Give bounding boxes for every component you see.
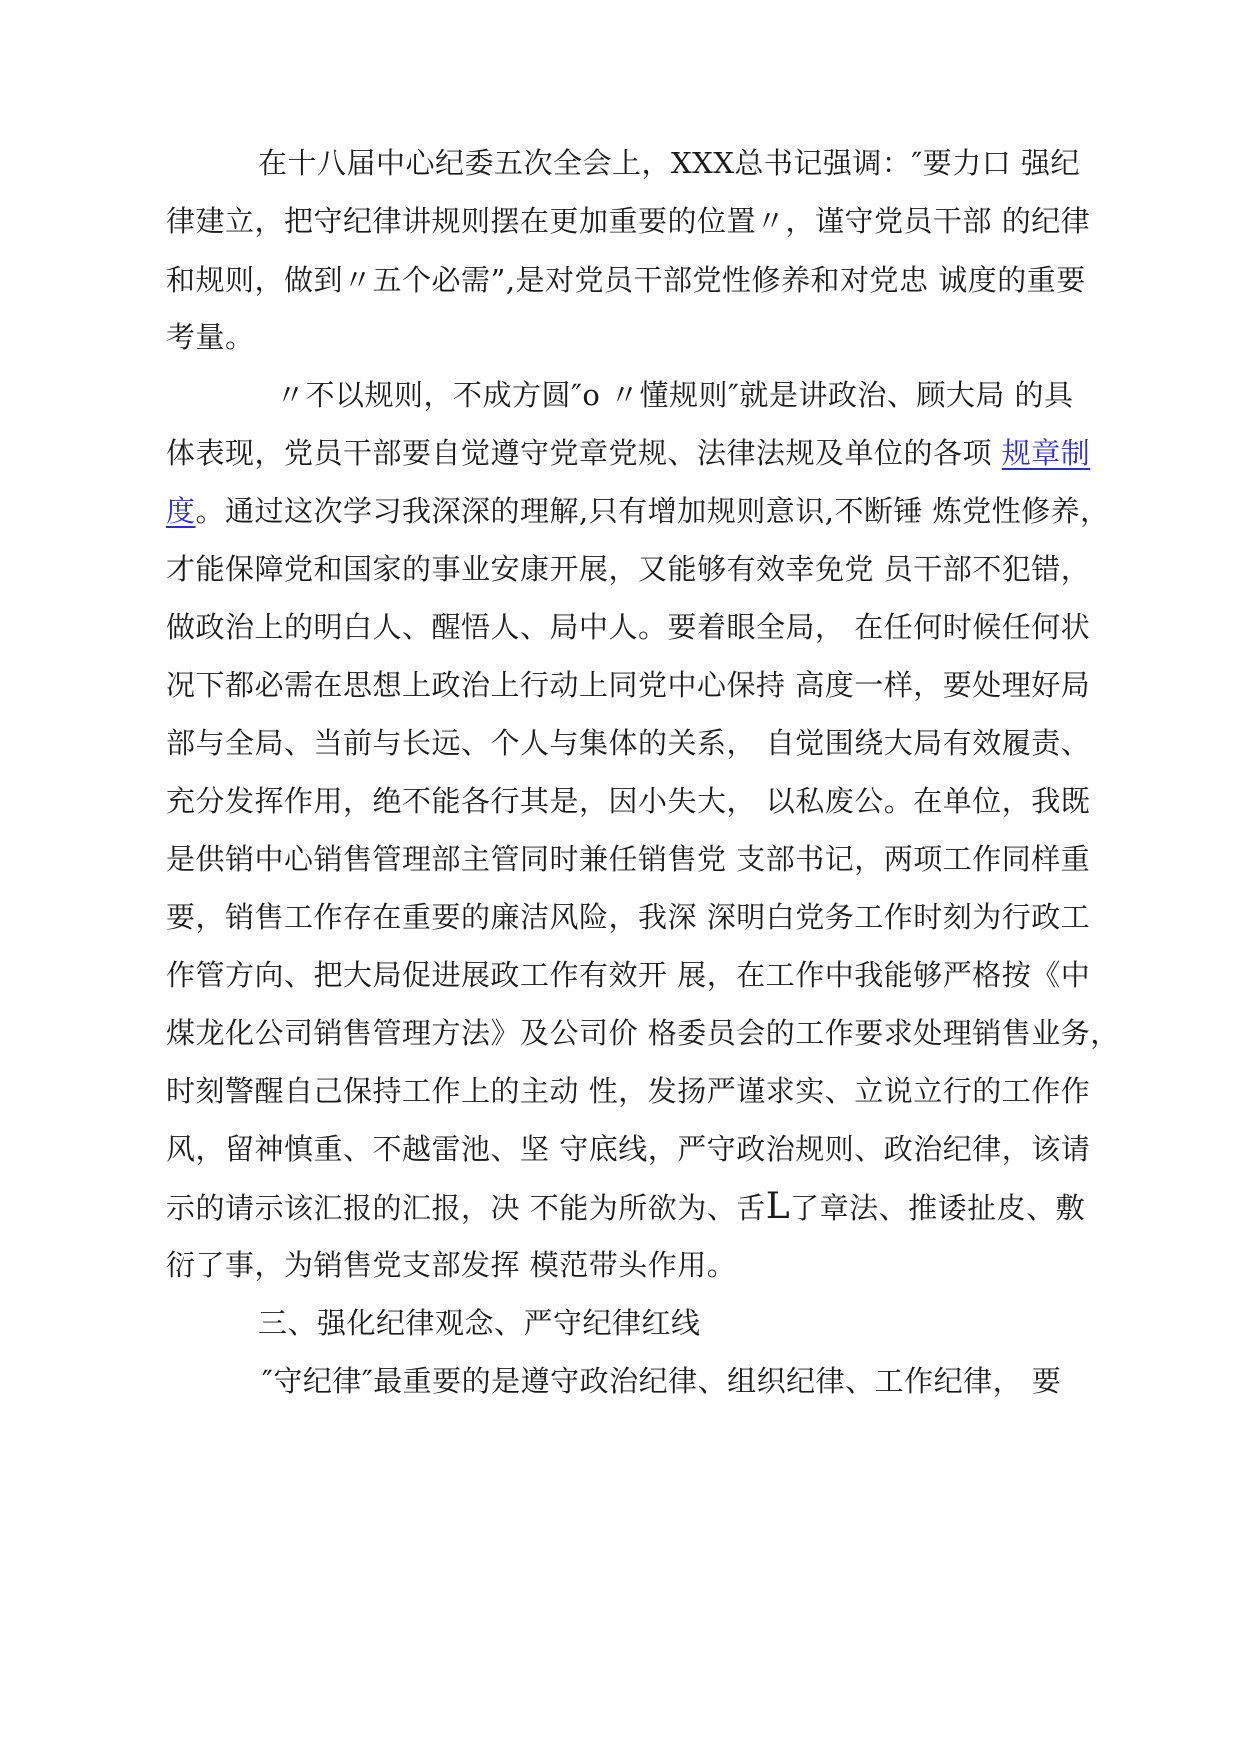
para2-line-5: 做政治上的明白人、醒悟人、局中人。要着眼全局， 在任何时候任何状 bbox=[166, 610, 1091, 644]
para2-line-8: 充分发挥作用，绝不能各行其是，因小失大， 以私废公。在单位，我既 bbox=[166, 784, 1091, 818]
para2-line-15 bbox=[166, 1187, 1085, 1227]
regulations-link-continued[interactable]: 度 bbox=[166, 494, 196, 528]
para2-line-12: 煤龙化公司销售管理方法》及公司价 格委员会的工作要求处理销售业务， bbox=[166, 1016, 1120, 1050]
para2-line-15-a: 示的请示该汇报的汇报，决 不能为所欲为、舌 bbox=[166, 1191, 766, 1225]
regulations-link[interactable]: 规章制 bbox=[1001, 436, 1091, 470]
para2-line-15-letter: L bbox=[765, 1186, 791, 1227]
para1-line-3: 和规则，做到〃五个必需”,是对党员干部党性修养和对党忠 诚度的重要 bbox=[166, 263, 1086, 297]
para2-line-13: 时刻警醒自己保持工作上的主动 性，发扬严谨求实、立说立行的工作作 bbox=[166, 1074, 1091, 1108]
para2-line-3 bbox=[166, 491, 1110, 531]
para2-line-10: 要，销售工作存在重要的廉洁风险，我深 深明白党务工作时刻为行政工 bbox=[166, 900, 1091, 934]
para2-line-14: 风，留神慎重、不越雷池、坚 守底线，严守政治规则、政治纪律，该请 bbox=[166, 1132, 1091, 1166]
para2-line-7: 部与全局、当前与长远、个人与集体的关系， 自觉围绕大局有效履责、 bbox=[166, 726, 1091, 760]
para2-line-1: 〃不以规则，不成方圆″o 〃懂规则″就是讲政治、顾大局 的具 bbox=[276, 378, 1074, 412]
para2-line-6: 况下都必需在思想上政治上行动上同党中心保持 高度一样，要处理好局 bbox=[166, 668, 1091, 702]
para2-line-16: 衍了事，为销售党支部发挥 模范带头作用。 bbox=[166, 1248, 737, 1282]
para1-line-1: 在十八届中心纪委五次全会上，XXX总书记强调：″要力口 强纪 bbox=[258, 146, 1080, 180]
para1-line-4: 考量。 bbox=[166, 320, 255, 354]
para2-line-9: 是供销中心销售管理部主管同时兼任销售党 支部书记，两项工作同样重 bbox=[166, 842, 1091, 876]
para2-line-11: 作管方向、把大局促进展政工作有效开 展，在工作中我能够严格按《中 bbox=[166, 958, 1091, 992]
para2-line-15-b: 了章法、推诿扯皮、敷 bbox=[790, 1191, 1086, 1225]
para2-line-4: 才能保障党和国家的事业安康开展，又能够有效幸免党 员干部不犯错， bbox=[166, 552, 1091, 586]
para3-line-1: ″守纪律″最重要的是遵守政治纪律、组织纪律、工作纪律， 要 bbox=[262, 1364, 1062, 1398]
para2-line-2-text: 体表现，党员干部要自觉遵守党章党规、法律法规及单位的各项 bbox=[166, 436, 1002, 470]
section-heading-3: 三、强化纪律观念、严守纪律红线 bbox=[258, 1306, 701, 1340]
para2-line-2 bbox=[166, 433, 1090, 473]
para2-line-3-text: 。通过这次学习我深深的理解,只有增加规则意识,不断锤 炼党性修养， bbox=[195, 494, 1110, 528]
para1-line-2: 律建立，把守纪律讲规则摆在更加重要的位置〃，谨守党员干部 的纪律 bbox=[166, 204, 1091, 238]
